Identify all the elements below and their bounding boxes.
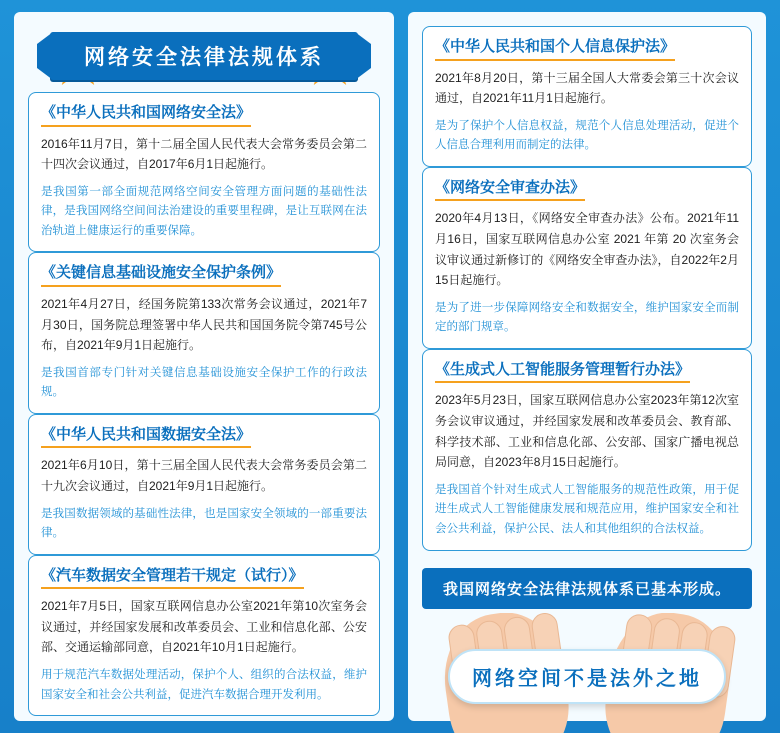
left-column — [14, 12, 394, 721]
law-card-note: 是我国第一部全面规范网络空间安全管理方面问题的基础性法律，是我国网络空间间法治建设的重要里程碑，是让互联网在法治轨道上健康运行的重要保障。 — [41, 185, 367, 237]
page-title: 网络安全法律法规体系 — [50, 32, 358, 80]
slogan-plaque: 网络空间不是法外之地 — [448, 649, 726, 704]
law-card-title: 《关键信息基础设施安全保护条例》 — [41, 263, 281, 287]
law-card-body: 2021年6月10日，第十三届全国人民代表大会常务委员会第二十九次会议通过，自2021年9月1日起施行。 — [41, 458, 367, 493]
law-card-body: 2016年11月7日，第十二届全国人民代表大会常务委员会第二十四次会议通过，自2017年6月1日起施行。 — [41, 136, 367, 172]
law-card — [28, 414, 380, 555]
law-card — [28, 555, 380, 716]
closing-banner: 我国网络安全法律法规体系已基本形成。 — [422, 568, 752, 609]
law-card-title: 《汽车数据安全管理若干规定（试行）》 — [41, 566, 304, 590]
law-card-note: 是为了进一步保障网络安全和数据安全，维护国家安全而制定的部门规章。 — [435, 301, 739, 334]
law-card-title: 《中华人民共和国数据安全法》 — [41, 425, 251, 449]
law-card-title: 《中华人民共和国网络安全法》 — [41, 103, 251, 127]
law-card-note: 是我国首个针对生成式人工智能服务的规范性政策，用于促进生成式人工智能健康发展和规范应用，维护国家安全和社会公共利益，保护公民、法人和其他组织的合法权益。 — [435, 483, 739, 536]
law-card — [422, 26, 752, 167]
hands-illustration — [422, 613, 752, 733]
law-card — [28, 92, 380, 252]
title-banner — [28, 32, 380, 80]
law-card-note: 是我国数据领域的基础性法律，也是国家安全领域的一部重要法律。 — [41, 507, 367, 540]
law-card-body: 2021年7月5日，国家互联网信息办公室2021年第10次室务会议通过，并经国家发展和改革委员会、工业和信息化部、公安部、交通运输部同意，自2021年10月1日起施行。 — [41, 599, 367, 655]
law-card-body: 2021年8月20日，第十三届全国人大常委会第三十次会议通过，自2021年11月1日起施行。 — [435, 70, 739, 106]
law-card-title: 《生成式人工智能服务管理暂行办法》 — [435, 360, 690, 384]
law-card-note: 是为了保护个人信息权益，规范个人信息处理活动，促进个人信息合理利用而制定的法律。 — [435, 119, 739, 152]
law-card-body: 2021年4月27日，经国务院第133次常务会议通过，2021年7月30日，国务院总理签署中华人民共和国国务院令第745号公布，自2021年9月1日起施行。 — [41, 296, 367, 353]
law-card-title: 《网络安全审查办法》 — [435, 178, 585, 202]
law-card-note: 用于规范汽车数据处理活动，保护个人、组织的合法权益，维护国家安全和社会公共利益，促进汽车数据合理开发利用。 — [41, 669, 367, 701]
law-card-body: 2020年4月13日，《网络安全审查办法》公布。2021年11月16日，国家互联网信息办公室 2021 年第 20 次室务会议审议通过新修订的《网络安全审查办法》，自2022年2月15日起施行。 — [435, 211, 739, 288]
law-card — [422, 167, 752, 349]
law-card — [422, 349, 752, 551]
law-card-title: 《中华人民共和国个人信息保护法》 — [435, 37, 675, 61]
law-card-body: 2023年5月23日，国家互联网信息办公室2023年第12次室务会议审议通过，并经国家发展和改革委员会、教育部、科学技术部、工业和信息化部、公安部、国家广播电视总局同意，自2023年8月15日起施行。 — [435, 393, 739, 470]
law-card-note: 是我国首部专门针对关键信息基础设施安全保护工作的行政法规。 — [41, 366, 367, 399]
right-column — [408, 12, 766, 721]
law-card — [28, 252, 380, 413]
